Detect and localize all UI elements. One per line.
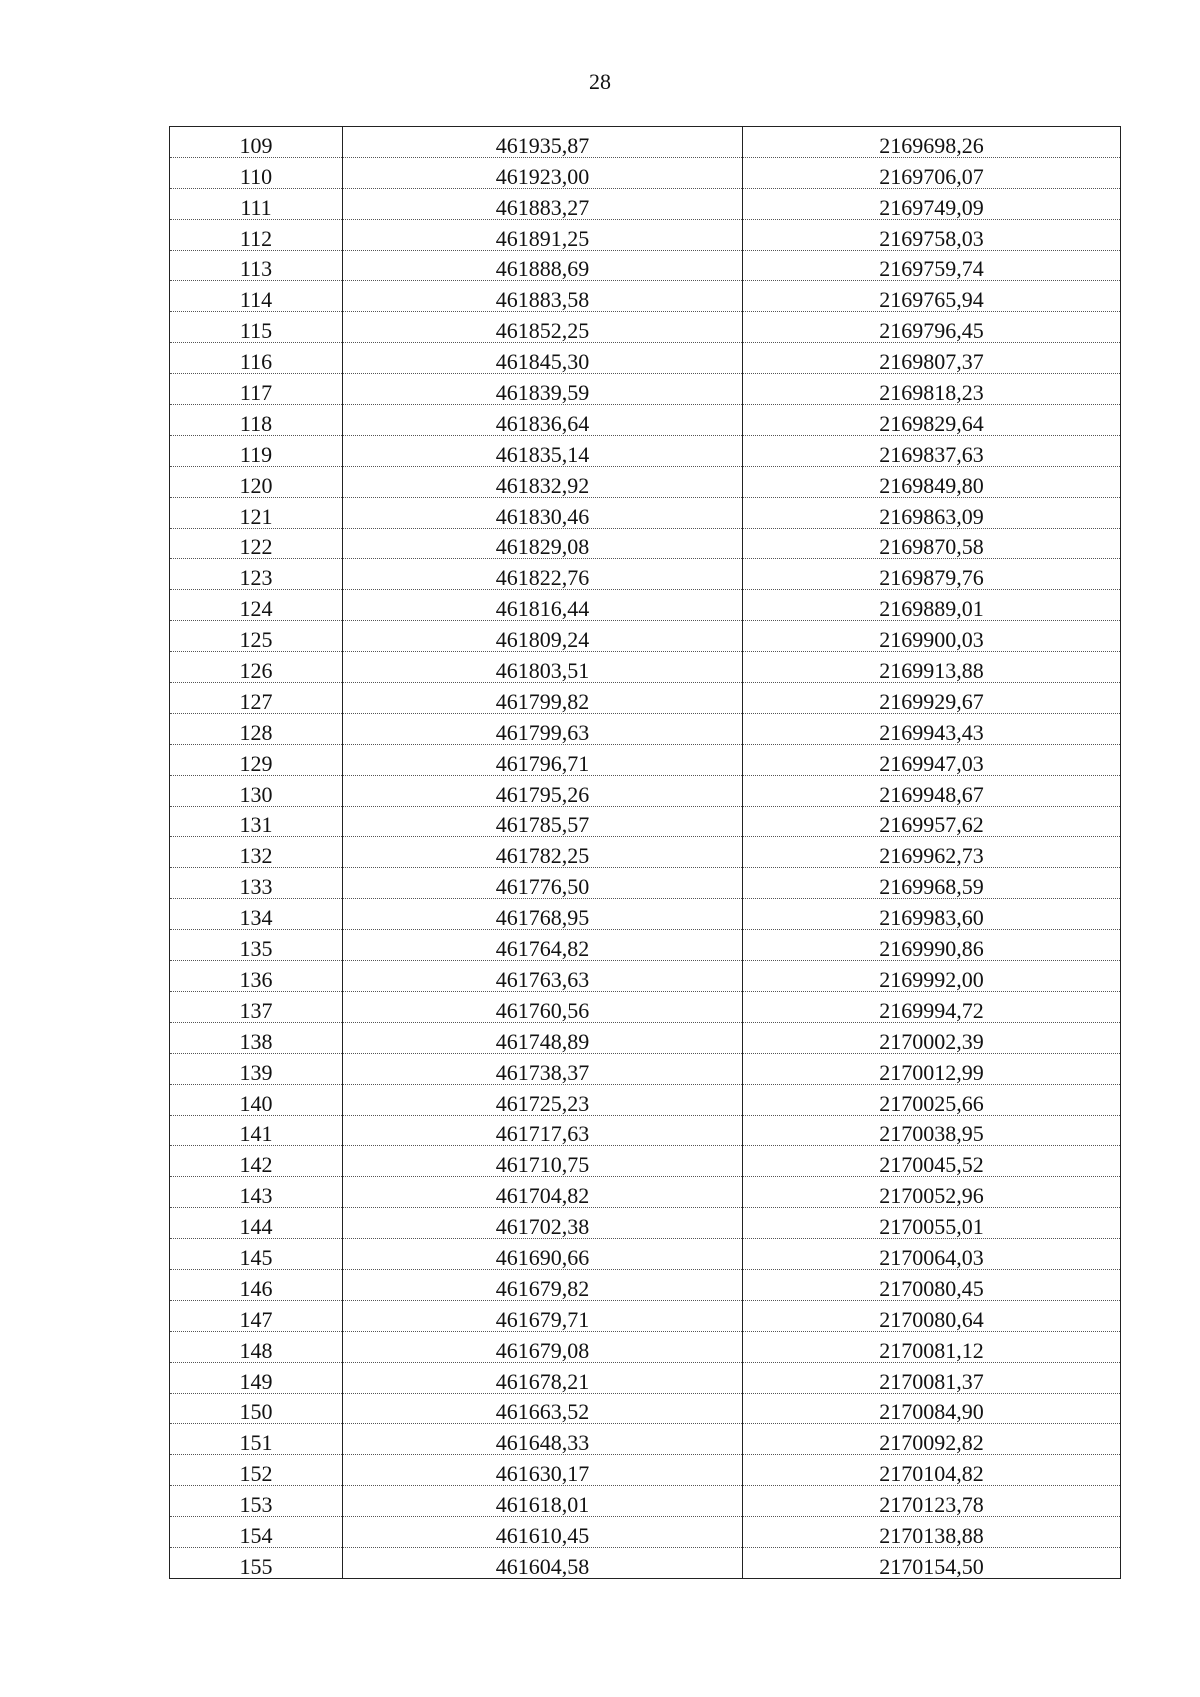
table-row	[170, 312, 1121, 343]
y-coordinate-cell: 2169947,03	[743, 744, 1121, 775]
point-number-cell: 134	[170, 899, 343, 930]
page-number: 28	[589, 69, 611, 94]
x-coordinate-cell: 461816,44	[343, 590, 743, 621]
table-row	[170, 559, 1121, 590]
table-row	[170, 775, 1121, 806]
x-coordinate-cell: 461748,89	[343, 1022, 743, 1053]
y-coordinate-cell: 2170038,95	[743, 1115, 1121, 1146]
coordinates-table-body	[170, 127, 1121, 1579]
point-number-cell: 112	[170, 219, 343, 250]
x-coordinate-cell: 461710,75	[343, 1146, 743, 1177]
y-coordinate-cell: 2169765,94	[743, 281, 1121, 312]
point-number-cell: 131	[170, 806, 343, 837]
y-coordinate-cell: 2170002,39	[743, 1022, 1121, 1053]
x-coordinate-cell: 461785,57	[343, 806, 743, 837]
x-coordinate-cell: 461618,01	[343, 1486, 743, 1517]
point-number-cell: 114	[170, 281, 343, 312]
point-number-cell: 141	[170, 1115, 343, 1146]
point-number-cell: 139	[170, 1053, 343, 1084]
y-coordinate-cell: 2169870,58	[743, 528, 1121, 559]
table-row	[170, 1455, 1121, 1486]
x-coordinate-cell: 461648,33	[343, 1424, 743, 1455]
point-number-cell: 126	[170, 652, 343, 683]
x-coordinate-cell: 461935,87	[343, 127, 743, 158]
x-coordinate-cell: 461760,56	[343, 991, 743, 1022]
y-coordinate-cell: 2170092,82	[743, 1424, 1121, 1455]
table-row	[170, 1517, 1121, 1548]
y-coordinate-cell: 2169900,03	[743, 621, 1121, 652]
y-coordinate-cell: 2170104,82	[743, 1455, 1121, 1486]
table-row	[170, 991, 1121, 1022]
table-row	[170, 1208, 1121, 1239]
point-number-cell: 132	[170, 837, 343, 868]
table-row	[170, 961, 1121, 992]
table-row	[170, 281, 1121, 312]
y-coordinate-cell: 2169957,62	[743, 806, 1121, 837]
table-row	[170, 1269, 1121, 1300]
table-row	[170, 1362, 1121, 1393]
x-coordinate-cell: 461776,50	[343, 868, 743, 899]
point-number-cell: 119	[170, 435, 343, 466]
table-row	[170, 435, 1121, 466]
x-coordinate-cell: 461799,63	[343, 713, 743, 744]
x-coordinate-cell: 461822,76	[343, 559, 743, 590]
point-number-cell: 121	[170, 497, 343, 528]
y-coordinate-cell: 2169943,43	[743, 713, 1121, 744]
y-coordinate-cell: 2169992,00	[743, 961, 1121, 992]
point-number-cell: 149	[170, 1362, 343, 1393]
y-coordinate-cell: 2170081,12	[743, 1331, 1121, 1362]
table-row	[170, 497, 1121, 528]
coordinates-table	[169, 126, 1121, 1579]
x-coordinate-cell: 461799,82	[343, 683, 743, 714]
y-coordinate-cell: 2169837,63	[743, 435, 1121, 466]
table-row	[170, 868, 1121, 899]
y-coordinate-cell: 2169990,86	[743, 930, 1121, 961]
x-coordinate-cell: 461832,92	[343, 466, 743, 497]
y-coordinate-cell: 2170138,88	[743, 1517, 1121, 1548]
table-row	[170, 621, 1121, 652]
y-coordinate-cell: 2169849,80	[743, 466, 1121, 497]
table-row	[170, 683, 1121, 714]
x-coordinate-cell: 461891,25	[343, 219, 743, 250]
x-coordinate-cell: 461630,17	[343, 1455, 743, 1486]
y-coordinate-cell: 2169796,45	[743, 312, 1121, 343]
y-coordinate-cell: 2170055,01	[743, 1208, 1121, 1239]
table-row	[170, 127, 1121, 158]
x-coordinate-cell: 461704,82	[343, 1177, 743, 1208]
x-coordinate-cell: 461702,38	[343, 1208, 743, 1239]
x-coordinate-cell: 461888,69	[343, 250, 743, 281]
table-row	[170, 374, 1121, 405]
point-number-cell: 120	[170, 466, 343, 497]
table-row	[170, 219, 1121, 250]
table-row	[170, 930, 1121, 961]
x-coordinate-cell: 461803,51	[343, 652, 743, 683]
point-number-cell: 151	[170, 1424, 343, 1455]
y-coordinate-cell: 2170012,99	[743, 1053, 1121, 1084]
point-number-cell: 138	[170, 1022, 343, 1053]
point-number-cell: 146	[170, 1269, 343, 1300]
table-row	[170, 1177, 1121, 1208]
x-coordinate-cell: 461883,27	[343, 188, 743, 219]
point-number-cell: 152	[170, 1455, 343, 1486]
x-coordinate-cell: 461764,82	[343, 930, 743, 961]
x-coordinate-cell: 461883,58	[343, 281, 743, 312]
point-number-cell: 154	[170, 1517, 343, 1548]
x-coordinate-cell: 461836,64	[343, 405, 743, 436]
point-number-cell: 110	[170, 157, 343, 188]
x-coordinate-cell: 461678,21	[343, 1362, 743, 1393]
y-coordinate-cell: 2169879,76	[743, 559, 1121, 590]
table-row	[170, 1022, 1121, 1053]
point-number-cell: 118	[170, 405, 343, 436]
x-coordinate-cell: 461679,08	[343, 1331, 743, 1362]
table-row	[170, 466, 1121, 497]
y-coordinate-cell: 2169759,74	[743, 250, 1121, 281]
point-number-cell: 128	[170, 713, 343, 744]
point-number-cell: 109	[170, 127, 343, 158]
y-coordinate-cell: 2169889,01	[743, 590, 1121, 621]
x-coordinate-cell: 461679,82	[343, 1269, 743, 1300]
y-coordinate-cell: 2169968,59	[743, 868, 1121, 899]
table-row	[170, 528, 1121, 559]
y-coordinate-cell: 2170080,45	[743, 1269, 1121, 1300]
point-number-cell: 144	[170, 1208, 343, 1239]
y-coordinate-cell: 2169962,73	[743, 837, 1121, 868]
table-row	[170, 1547, 1121, 1578]
x-coordinate-cell: 461852,25	[343, 312, 743, 343]
y-coordinate-cell: 2169948,67	[743, 775, 1121, 806]
y-coordinate-cell: 2170084,90	[743, 1393, 1121, 1424]
table-row	[170, 1053, 1121, 1084]
x-coordinate-cell: 461782,25	[343, 837, 743, 868]
x-coordinate-cell: 461725,23	[343, 1084, 743, 1115]
table-row	[170, 250, 1121, 281]
table-row	[170, 1424, 1121, 1455]
point-number-cell: 136	[170, 961, 343, 992]
table-row	[170, 1486, 1121, 1517]
table-row	[170, 1393, 1121, 1424]
x-coordinate-cell: 461679,71	[343, 1300, 743, 1331]
y-coordinate-cell: 2169749,09	[743, 188, 1121, 219]
x-coordinate-cell: 461829,08	[343, 528, 743, 559]
point-number-cell: 117	[170, 374, 343, 405]
point-number-cell: 129	[170, 744, 343, 775]
table-row	[170, 899, 1121, 930]
y-coordinate-cell: 2169913,88	[743, 652, 1121, 683]
table-row	[170, 1115, 1121, 1146]
x-coordinate-cell: 461830,46	[343, 497, 743, 528]
point-number-cell: 153	[170, 1486, 343, 1517]
x-coordinate-cell: 461768,95	[343, 899, 743, 930]
x-coordinate-cell: 461839,59	[343, 374, 743, 405]
y-coordinate-cell: 2170064,03	[743, 1239, 1121, 1270]
table-row	[170, 188, 1121, 219]
table-row	[170, 1300, 1121, 1331]
table-row	[170, 806, 1121, 837]
y-coordinate-cell: 2169698,26	[743, 127, 1121, 158]
table-row	[170, 837, 1121, 868]
point-number-cell: 155	[170, 1547, 343, 1578]
table-row	[170, 157, 1121, 188]
table-row	[170, 590, 1121, 621]
point-number-cell: 115	[170, 312, 343, 343]
x-coordinate-cell: 461738,37	[343, 1053, 743, 1084]
y-coordinate-cell: 2170080,64	[743, 1300, 1121, 1331]
y-coordinate-cell: 2170052,96	[743, 1177, 1121, 1208]
table-row	[170, 744, 1121, 775]
x-coordinate-cell: 461763,63	[343, 961, 743, 992]
y-coordinate-cell: 2169758,03	[743, 219, 1121, 250]
x-coordinate-cell: 461923,00	[343, 157, 743, 188]
y-coordinate-cell: 2169983,60	[743, 899, 1121, 930]
point-number-cell: 145	[170, 1239, 343, 1270]
y-coordinate-cell: 2170025,66	[743, 1084, 1121, 1115]
point-number-cell: 143	[170, 1177, 343, 1208]
point-number-cell: 124	[170, 590, 343, 621]
x-coordinate-cell: 461610,45	[343, 1517, 743, 1548]
y-coordinate-cell: 2170081,37	[743, 1362, 1121, 1393]
table-row	[170, 1146, 1121, 1177]
y-coordinate-cell: 2170123,78	[743, 1486, 1121, 1517]
y-coordinate-cell: 2170154,50	[743, 1547, 1121, 1578]
point-number-cell: 127	[170, 683, 343, 714]
table-row	[170, 1084, 1121, 1115]
point-number-cell: 122	[170, 528, 343, 559]
y-coordinate-cell: 2169807,37	[743, 343, 1121, 374]
point-number-cell: 116	[170, 343, 343, 374]
point-number-cell: 111	[170, 188, 343, 219]
table-row	[170, 405, 1121, 436]
point-number-cell: 150	[170, 1393, 343, 1424]
y-coordinate-cell: 2169818,23	[743, 374, 1121, 405]
point-number-cell: 135	[170, 930, 343, 961]
point-number-cell: 125	[170, 621, 343, 652]
y-coordinate-cell: 2169863,09	[743, 497, 1121, 528]
table-row	[170, 652, 1121, 683]
point-number-cell: 133	[170, 868, 343, 899]
x-coordinate-cell: 461796,71	[343, 744, 743, 775]
point-number-cell: 142	[170, 1146, 343, 1177]
point-number-cell: 147	[170, 1300, 343, 1331]
table-row	[170, 1239, 1121, 1270]
table-row	[170, 1331, 1121, 1362]
y-coordinate-cell: 2169706,07	[743, 157, 1121, 188]
x-coordinate-cell: 461809,24	[343, 621, 743, 652]
x-coordinate-cell: 461604,58	[343, 1547, 743, 1578]
x-coordinate-cell: 461717,63	[343, 1115, 743, 1146]
x-coordinate-cell: 461795,26	[343, 775, 743, 806]
y-coordinate-cell: 2169829,64	[743, 405, 1121, 436]
y-coordinate-cell: 2169994,72	[743, 991, 1121, 1022]
table-row	[170, 343, 1121, 374]
point-number-cell: 130	[170, 775, 343, 806]
point-number-cell: 113	[170, 250, 343, 281]
point-number-cell: 140	[170, 1084, 343, 1115]
y-coordinate-cell: 2169929,67	[743, 683, 1121, 714]
x-coordinate-cell: 461690,66	[343, 1239, 743, 1270]
table-row	[170, 713, 1121, 744]
y-coordinate-cell: 2170045,52	[743, 1146, 1121, 1177]
point-number-cell: 148	[170, 1331, 343, 1362]
x-coordinate-cell: 461663,52	[343, 1393, 743, 1424]
point-number-cell: 123	[170, 559, 343, 590]
x-coordinate-cell: 461835,14	[343, 435, 743, 466]
x-coordinate-cell: 461845,30	[343, 343, 743, 374]
point-number-cell: 137	[170, 991, 343, 1022]
